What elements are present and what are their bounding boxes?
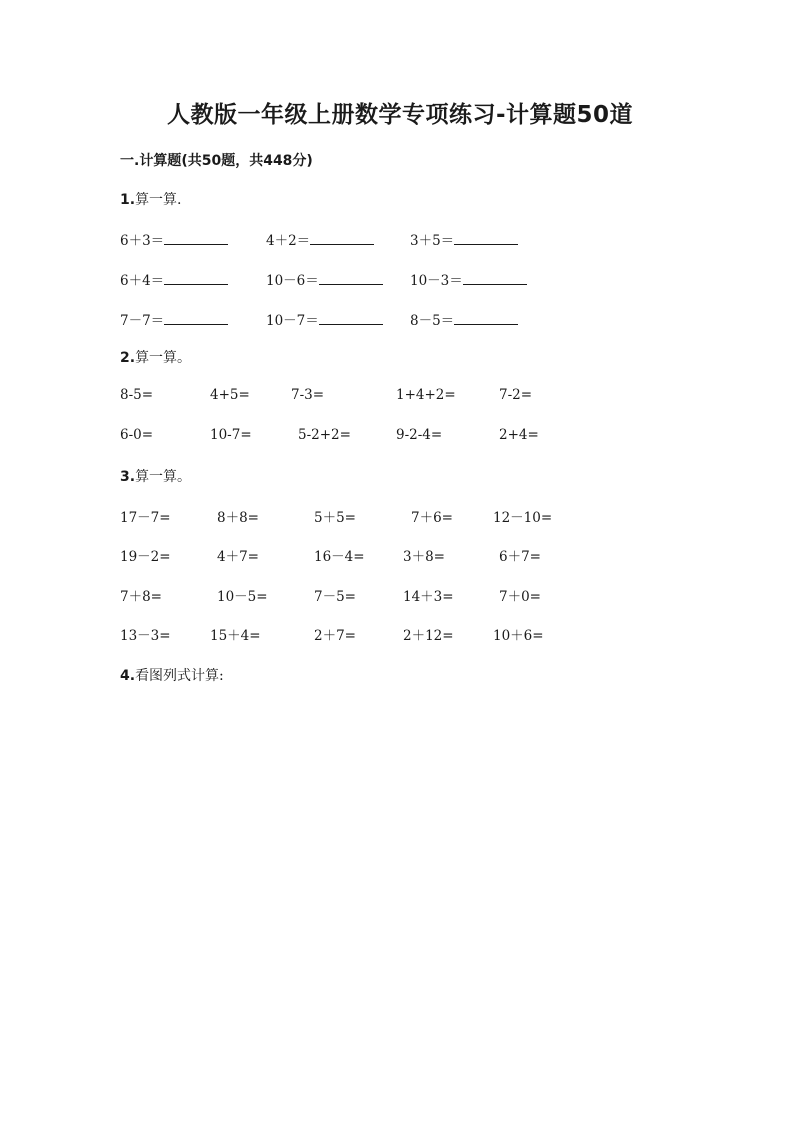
equation: 8-5= — [120, 387, 154, 403]
q1-row-3 — [120, 309, 680, 329]
equation-text: 3＋5＝ — [410, 233, 455, 249]
equation: 16－4= — [314, 549, 365, 565]
equation: 14＋3= — [403, 589, 454, 605]
section-heading: 一.计算题(共50题，共448分) — [120, 153, 313, 169]
equation-with-blank — [266, 229, 374, 249]
q3-row-3 — [120, 585, 680, 605]
equation: 3＋8= — [403, 549, 445, 565]
equation-with-blank — [266, 269, 383, 289]
equation-text: 6＋3＝ — [120, 233, 165, 249]
equation-text: 10－7＝ — [266, 313, 319, 329]
question-number: 2. — [120, 350, 136, 366]
equation: 4＋7= — [217, 549, 259, 565]
equation: 4+5= — [210, 387, 250, 403]
equation-text: 7－7＝ — [120, 313, 165, 329]
question-prompt: 算一算。 — [135, 350, 192, 366]
equation: 9-2-4= — [396, 427, 443, 443]
equation: 7＋6= — [411, 510, 453, 526]
equation-with-blank — [120, 309, 228, 329]
equation-with-blank — [410, 309, 518, 329]
equation-text: 6＋4＝ — [120, 273, 165, 289]
equation: 19－2= — [120, 549, 171, 565]
equation: 2＋12= — [403, 628, 454, 644]
equation: 5-2+2= — [298, 427, 351, 443]
answer-blank[interactable] — [310, 232, 374, 245]
answer-blank[interactable] — [454, 232, 518, 245]
question-1-heading — [120, 189, 182, 209]
q3-row-2 — [120, 545, 680, 565]
page-title: 人教版一年级上册数学专项练习-计算题50道 — [166, 102, 634, 128]
q2-row-2 — [120, 427, 680, 447]
equation-with-blank — [410, 229, 518, 249]
q1-row-1 — [120, 229, 680, 249]
equation: 17－7= — [120, 510, 171, 526]
question-prompt: 算一算. — [135, 192, 182, 208]
equation-text: 10－3＝ — [410, 273, 463, 289]
equation: 12－10= — [493, 510, 553, 526]
equation-with-blank — [266, 309, 383, 329]
equation-with-blank — [120, 229, 228, 249]
equation: 2＋7= — [314, 628, 356, 644]
equation: 13－3= — [120, 628, 171, 644]
answer-blank[interactable] — [319, 272, 383, 285]
question-4-heading — [120, 665, 224, 685]
equation-text: 8－5＝ — [410, 313, 455, 329]
equation-with-blank — [410, 269, 527, 289]
equation: 2+4= — [499, 427, 539, 443]
question-3-heading — [120, 466, 191, 486]
q1-row-2 — [120, 269, 680, 289]
equation: 7＋0= — [499, 589, 541, 605]
equation-with-blank — [120, 269, 228, 289]
equation: 8＋8= — [217, 510, 259, 526]
question-number: 3. — [120, 469, 136, 485]
equation: 5＋5= — [314, 510, 356, 526]
question-number: 4. — [120, 668, 136, 684]
equation: 6-0= — [120, 427, 154, 443]
q2-row-1 — [120, 387, 680, 407]
answer-blank[interactable] — [164, 312, 228, 325]
equation: 10＋6= — [493, 628, 544, 644]
equation-text: 4＋2＝ — [266, 233, 311, 249]
q3-row-1 — [120, 506, 680, 526]
answer-blank[interactable] — [463, 272, 527, 285]
answer-blank[interactable] — [164, 272, 228, 285]
question-2-heading — [120, 347, 191, 367]
equation: 10-7= — [210, 427, 252, 443]
equation-text: 10－6＝ — [266, 273, 319, 289]
equation: 15＋4= — [210, 628, 261, 644]
question-prompt: 看图列式计算: — [135, 668, 224, 684]
equation: 6＋7= — [499, 549, 541, 565]
answer-blank[interactable] — [164, 232, 228, 245]
answer-blank[interactable] — [319, 312, 383, 325]
equation: 10－5= — [217, 589, 268, 605]
equation: 7-2= — [499, 387, 533, 403]
answer-blank[interactable] — [454, 312, 518, 325]
equation: 7-3= — [291, 387, 325, 403]
question-number: 1. — [120, 192, 136, 208]
question-prompt: 算一算。 — [135, 469, 192, 485]
q3-row-4 — [120, 624, 680, 644]
equation: 7＋8= — [120, 589, 162, 605]
equation: 1+4+2= — [396, 387, 456, 403]
equation: 7－5= — [314, 589, 356, 605]
